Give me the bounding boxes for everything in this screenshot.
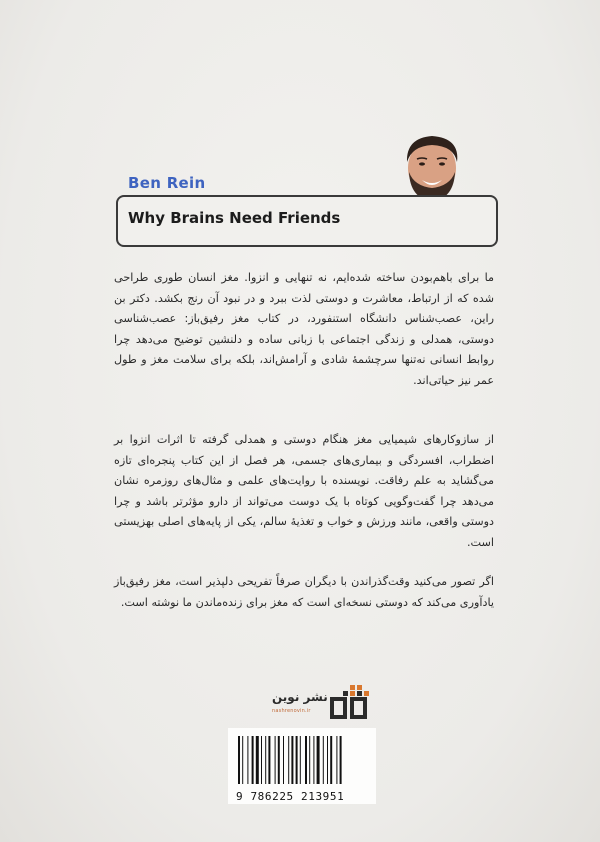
barcode-bar xyxy=(247,736,248,784)
barcode-bar xyxy=(300,736,301,784)
barcode-bar xyxy=(340,736,342,784)
barcode-bar xyxy=(336,736,337,784)
barcode-bar xyxy=(283,736,284,784)
description-paragraph-1 xyxy=(114,268,494,391)
barcode-icon xyxy=(236,736,368,786)
author-name: Ben Rein xyxy=(128,174,206,192)
barcode-bar xyxy=(313,736,314,784)
barcode-bar xyxy=(242,736,243,784)
barcode-bar xyxy=(238,736,240,784)
barcode-bar xyxy=(323,736,324,784)
barcode-bar xyxy=(330,736,332,784)
barcode-bar xyxy=(288,736,289,784)
description-paragraph-2 xyxy=(114,430,494,553)
barcode-bar xyxy=(261,736,262,784)
barcode-bar xyxy=(317,736,320,784)
barcode-bar xyxy=(252,736,254,784)
barcode-bar xyxy=(327,736,328,784)
paragraph-text: ما برای باهم‌بودن ساخته شده‌ایم، نه تنهایی و انزوا. مغز انسان طوری طراحی شده که از ارتباط، معاشرت و دوستی لذت ببرد و در نبود آن رنج بکشد. دکتر بن راین، عصب‌شناس دانشگاه استنفورد، در کتاب مغز رفیق‌باز: عصب‌شناسی دوستی، همدلی و زندگی اجتماعی با زبانی ساده و دلنشین توضیح می‌دهد چرا روابط انسانی نه‌تنها سرچشمهٔ شادی و آرامش‌اند، بلکه برای سلامت مغز و طول عمر نیز حیاتی‌اند. xyxy=(114,271,494,387)
publisher-url: nashrenovin.ir xyxy=(272,708,311,714)
publisher-name: نشر نوین xyxy=(272,690,328,704)
barcode-bar xyxy=(275,736,276,784)
isbn-number: 9 786225 213951 xyxy=(236,790,345,803)
paragraph-text: از سازوکارهای شیمیایی مغز هنگام دوستی و همدلی گرفته تا اثرات انزوا بر اضطراب، افسردگی و بیماری‌های جسمی، هر فصل از این کتاب پنجره‌ای تازه می‌گشاید به علم رفاقت. نویسنده با روایت‌های علمی و مثال‌های روزمره نشان می‌دهد چرا گفت‌وگویی کوتاه با یک دوست می‌تواند از دارو مؤثرتر باشد و چرا دوستی واقعی، مانند ورزش و خواب و تغذیهٔ سالم، یکی از پایه‌های اصلی بهزیستی است. xyxy=(114,433,494,549)
barcode-bar xyxy=(268,736,270,784)
description-paragraph-3 xyxy=(114,572,494,613)
barcode-bar xyxy=(265,736,266,784)
publisher-logo-icon xyxy=(326,683,372,721)
barcode-bar xyxy=(305,736,307,784)
paragraph-text: اگر تصور می‌کنید وقت‌گذراندن با دیگران صرفاً تفریحی دلپذیر است، مغز رفیق‌باز یادآوری می‌کند که دوستی نسخه‌ای است که مغز برای زنده‌ماندن ما نوشته است. xyxy=(114,575,494,609)
barcode-bar xyxy=(309,736,310,784)
barcode-bar xyxy=(278,736,280,784)
book-title: Why Brains Need Friends xyxy=(128,209,341,227)
barcode-bar xyxy=(296,736,298,784)
barcode-bar xyxy=(256,736,259,784)
barcode-bar xyxy=(291,736,293,784)
